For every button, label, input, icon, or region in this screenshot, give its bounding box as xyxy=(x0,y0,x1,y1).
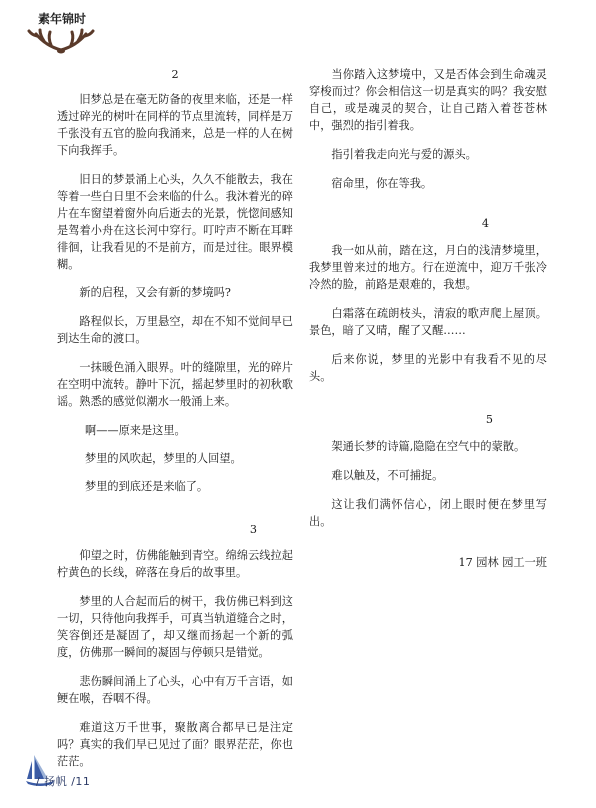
paragraph: 后来你说，梦里的光影中有我看不见的尽头。 xyxy=(309,353,547,383)
paragraph: 难以触及，不可捕捉。 xyxy=(331,469,444,482)
paragraph: 梦里的人合起而后的树干，我仿佛已料到这一切，只待他向我挥手，可真当轨道缝合之时，笑容倒还是凝固了，却又继而扬起一个新的弧度，仿佛那一瞬间的凝固与停顿只是错觉。 xyxy=(57,595,293,659)
paragraph: 白霜落在疏朗枝头，清寂的歌声爬上屋顶。景色，暗了又晴，醒了又醒…… xyxy=(309,307,547,337)
paragraph: 架通长梦的诗篇,隐隐在空气中的蒙散。 xyxy=(331,440,526,453)
section-number: 3 xyxy=(249,523,257,536)
page-number: / 扬帆 /11 xyxy=(36,775,91,788)
paragraph: 旧梦总是在毫无防备的夜里来临，还是一样透过碎光的树叶在同样的节点里流转，同样是万千张没有五官的脸向我涌来，总是一样的人在树下向我挥手。 xyxy=(57,93,293,157)
left-column xyxy=(57,66,293,781)
section-number: 4 xyxy=(481,217,489,230)
paragraph: 梦里的到底还是来临了。 xyxy=(85,480,209,493)
antler-icon xyxy=(26,26,96,54)
paragraph: 指引着我走向光与爱的源头。 xyxy=(331,148,477,161)
section-number: 2 xyxy=(171,68,179,81)
page-footer xyxy=(26,753,146,793)
paragraph: 当你踏入这梦境中，又是否体会到生命魂灵穿梭而过？你会相信这一切是真实的吗？我安慰自己，或是魂灵的契合，让自己踏入着苍苍林中，强烈的指引着我。 xyxy=(309,68,547,132)
section-number: 5 xyxy=(485,413,493,426)
paragraph: 旧日的梦景涌上心头，久久不能散去，我在等着一些白日里不会来临的什么。我沐着光的碎片在车窗望着窗外向后逝去的光景，恍惚间感知是驾着小舟在这长河中穿行。叮咛声不断在耳畔徘徊，让我看见的不是前方，而是过往。眼界模糊。 xyxy=(57,173,293,271)
paragraph: 宿命里，你在等我。 xyxy=(331,177,433,190)
paragraph: 我一如从前，踏在这，月白的浅清梦境里，我梦里曾来过的地方。行在逆流中，迎万千张冷冷然的脸，前路是艰难的，我想。 xyxy=(309,244,547,291)
paragraph: 一抹暖色涌入眼界。叶的缝隙里，光的碎片在空明中流转。静叶下沉，摇起梦里时的初秋歌谣。熟悉的感觉似潮水一般涌上来。 xyxy=(57,361,293,408)
paragraph: 悲伤瞬间涌上了心头，心中有万千言语，如鲠在喉，吞咽不得。 xyxy=(57,675,293,705)
paragraph: 难道这万千世事，聚散离合都早已是注定吗？真实的我们早已见过了面？眼界茫茫，你也茫茫。 xyxy=(57,721,293,768)
paragraph: 新的启程，又会有新的梦境吗? xyxy=(79,286,231,299)
paragraph: 这让我们满怀信心，闭上眼时便在梦里写出。 xyxy=(309,498,547,528)
magazine-header xyxy=(26,6,112,58)
right-column xyxy=(309,66,547,571)
paragraph: 梦里的风吹起，梦里的人回望。 xyxy=(85,452,242,465)
author-line: 17 园林 园工一班 xyxy=(458,556,547,569)
paragraph: 啊——原来是这里。 xyxy=(85,424,186,437)
header-title: 素年锦时 xyxy=(38,12,87,26)
paragraph: 路程似长，万里悬空，却在不知不觉间早已到达生命的渡口。 xyxy=(57,315,293,345)
paragraph: 仰望之时，仿佛能触到青空。绵绵云线拉起柠黄色的长线，碎落在身后的故事里。 xyxy=(57,549,293,579)
